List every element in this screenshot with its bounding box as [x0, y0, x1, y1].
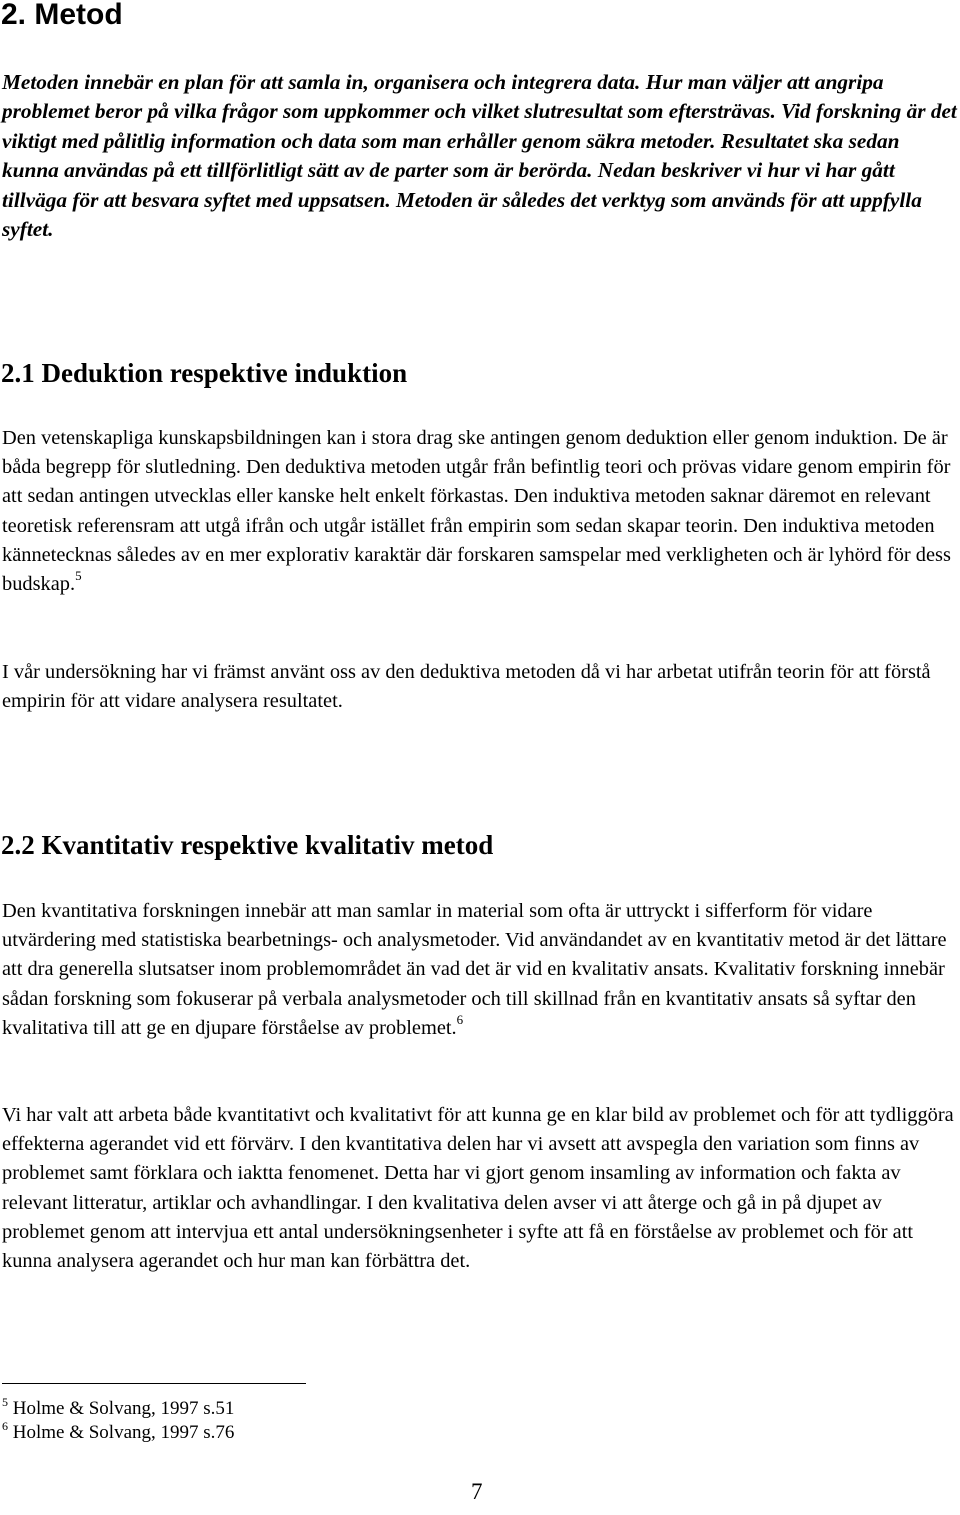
paragraph-text: Den kvantitativa forskningen innebär att man samlar in material som ofta är uttryckt i sifferform för vidare utvärdering med statistiska bearbetnings- och analysmetoder. Vid användandet av en kvantitativ metod är det lättare att dra generella slutsatser inom problemområdet än vad det är vid en kvalitativ ansats. Kvalitativ forskning innebär sådan forskning som fokuserar på verbala analysmetoder och till skillnad från en kvantitativ ansats så syftar den kvalitativa till att ge en djupare förståelse av problemet. — [2, 900, 947, 1039]
footnote-divider — [2, 1383, 306, 1384]
intro-paragraph: Metoden innebär en plan för att samla in, organisera och integrera data. Hur man väljer att angripa problemet beror på vilka frågor som uppkommer och vilket slutresultat som eftersträvas. Vid forskning är det viktigt med pålitlig information och data som man erhåller genom säkra metoder. Resultatet ska sedan kunna användas på ett tillförlitligt sätt av de parter som är berörda. Nedan beskriver vi hur vi har gått tillväga för att besvara syftet med uppsatsen. Metoden är således det verktyg som används för att uppfylla syftet. — [2, 70, 957, 242]
footnote-number: 5 — [2, 1394, 8, 1409]
footnote-ref-5: 5 — [75, 568, 82, 584]
section-2-1-paragraph-2: I vår undersökning har vi främst använt oss av den deduktiva metoden då vi har arbetat utifrån teorin för att förstå empirin för att vidare analysera resultatet. — [2, 661, 931, 713]
section-2-2-title: 2.2 Kvantitativ respektive kvalitativ metod — [1, 830, 494, 860]
footnote-6 — [2, 1418, 235, 1445]
footnote-5 — [2, 1394, 235, 1421]
chapter-title: 2. Metod — [1, 0, 123, 31]
section-2-1-title: 2.1 Deduktion respektive induktion — [1, 358, 408, 388]
page-number: 7 — [471, 1479, 483, 1504]
section-2-1-paragraph-1 — [2, 424, 957, 599]
footnote-ref-6: 6 — [456, 1012, 464, 1028]
section-2-2-paragraph-2: Vi har valt att arbeta både kvantitativt och kvalitativt för att kunna ge en klar bild av problemet och för att tydliggöra effekterna agerandet vid ett förvärv. I den kvantitativa delen har vi avsett att avspegla den variation som finns av problemet samt förklara och iaktta fenomenet. Detta har vi gjort genom insamling av information och fakta av relevant litteratur, artiklar och avhandlingar. I den kvalitativa delen avser vi att återge och gå in på djupet av problemet genom att intervjua ett antal undersökningsenheter i syfte att få en förståelse av problemet och för att kunna analysera agerandet och hur man kan förbättra det. — [2, 1104, 954, 1273]
footnote-number: 6 — [2, 1418, 8, 1433]
section-2-2-paragraph-1 — [2, 897, 957, 1043]
footnote-text: Holme & Solvang, 1997 s.51 — [12, 1398, 235, 1419]
paragraph-text: Den vetenskapliga kunskapsbildningen kan i stora drag ske antingen genom deduktion eller genom induktion. De är båda begrepp för slutledning. Den deduktiva metoden utgår från befintlig teori och prövas vidare genom empirin för att sedan antingen utvecklas eller kanske helt enkelt förkastas. Den induktiva metoden saknar däremot en relevant teoretisk referensram att utgå ifrån och utgår istället från empirin som sedan skapar teorin. Den induktiva metoden kännetecknas således av en mer explorativ karaktär där forskaren samspelar med verkligheten och är lyhörd för dess budskap. — [2, 427, 951, 596]
footnote-text: Holme & Solvang, 1997 s.76 — [12, 1422, 235, 1443]
